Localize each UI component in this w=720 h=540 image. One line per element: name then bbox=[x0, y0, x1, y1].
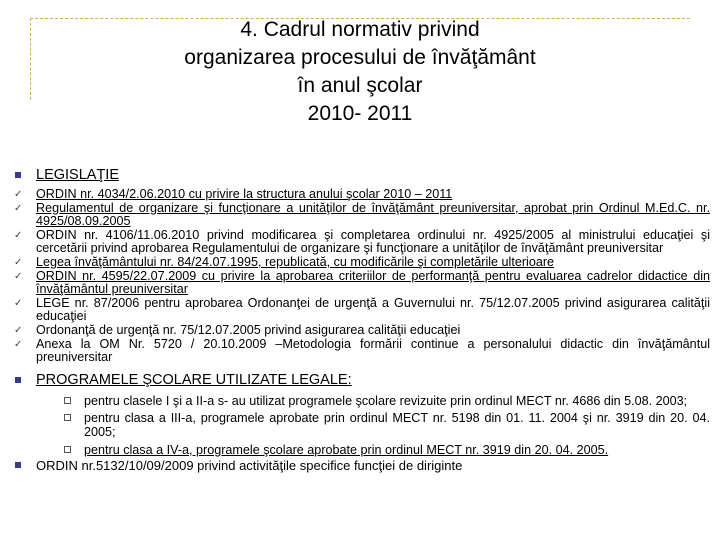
list-item bbox=[14, 256, 710, 270]
legislatie-item-5: ORDIN nr. 4595/22.07.2009 cu privire la aprobarea criteriilor de performanţă pentru evaluarea cadrelor didactice din învăţământul preuniversitar bbox=[36, 268, 710, 297]
square-bullet-icon bbox=[14, 166, 21, 183]
box-bullet-icon bbox=[64, 414, 71, 421]
list-item bbox=[14, 444, 710, 458]
checkmark-icon: ✓ bbox=[14, 270, 23, 282]
box-bullet-icon bbox=[64, 446, 71, 453]
programe-item-3: pentru clasa a IV-a, programele şcolare aprobate prin ordinul MECT nr. 3919 din 20. 04. 2005. bbox=[84, 442, 609, 457]
list-item bbox=[14, 297, 710, 324]
square-bullet-icon bbox=[14, 459, 21, 473]
list-item bbox=[14, 202, 710, 229]
box-bullet-icon bbox=[64, 397, 71, 404]
legislatie-item-2: Regulamentul de organizare şi funcţionare a unităţilor de învăţământ preuniversitar, aprobat prin Ordinul M.Ed.C. nr. 4925/08.09.2005 bbox=[36, 200, 710, 229]
legislatie-item-1: ORDIN nr. 4034/2.06.2010 cu privire la structura anului şcolar 2010 – 2011 bbox=[36, 187, 453, 201]
list-item bbox=[14, 324, 710, 338]
programe-heading-row bbox=[14, 371, 710, 389]
programe-item-2: pentru clasa a III-a, programele aprobate prin ordinul MECT nr. 5198 din 01. 11. 2004 şi nr. 3919 din 20. 04. 2005; bbox=[84, 411, 710, 439]
programe-heading: PROGRAMELE ŞCOLARE UTILIZATE LEGALE: bbox=[36, 371, 352, 388]
legislatie-item-8: Anexa la OM Nr. 5720 / 20.10.2009 –Metodologia formării continue a personalului didactic din învăţământul preuniversitar bbox=[36, 336, 710, 365]
square-bullet-icon bbox=[14, 371, 21, 388]
checkmark-icon: ✓ bbox=[14, 324, 23, 336]
title-frame-left bbox=[30, 18, 31, 100]
title-line-2: organizarea procesului de învăţământ bbox=[184, 46, 536, 69]
slide-content bbox=[14, 164, 710, 473]
list-item bbox=[14, 395, 710, 409]
legislatie-item-7: Ordonanţă de urgenţă nr. 75/12.07.2005 privind asigurarea calităţii educaţiei bbox=[36, 322, 461, 337]
slide-title bbox=[100, 16, 620, 128]
title-line-1: 4. Cadrul normativ privind bbox=[240, 18, 480, 41]
list-item bbox=[14, 338, 710, 365]
checkmark-icon: ✓ bbox=[14, 229, 23, 241]
ordin-final: ORDIN nr.5132/10/09/2009 privind activităţile specifice funcţiei de diriginte bbox=[36, 458, 463, 474]
programe-item-1: pentru clasele I şi a II-a s- au utilizat programele şcolare revizuite prin ordinul MECT nr. 4686 din 5.08. 2003; bbox=[84, 393, 688, 408]
legislatie-item-3: ORDIN nr. 4106/11.06.2010 privind modificarea şi completarea ordinului nr. 4925/2005 al ministrului educaţiei şi cercetării privind aprobarea Regulamentului de organizare şi funcţionare a unităţilor de învăţământ preuniversitar bbox=[36, 227, 710, 256]
legislatie-heading: LEGISLAŢIE bbox=[36, 167, 120, 183]
legislatie-item-6: LEGE nr. 87/2006 pentru aprobarea Ordonanţei de urgenţă a Guvernului nr. 75/12.07.2005 privind asigurarea calităţii educaţiei bbox=[36, 295, 710, 324]
legislatie-item-4: Legea învăţământului nr. 84/24.07.1995, republicată, cu modificările şi completările ulterioare bbox=[36, 254, 555, 269]
checkmark-icon: ✓ bbox=[14, 297, 23, 309]
legislatie-heading-row bbox=[14, 166, 710, 184]
list-item bbox=[14, 270, 710, 297]
list-item bbox=[14, 412, 710, 439]
checkmark-icon: ✓ bbox=[14, 256, 23, 268]
title-line-4: 2010- 2011 bbox=[307, 102, 413, 125]
title-line-3: în anul şcolar bbox=[297, 74, 423, 97]
checkmark-icon: ✓ bbox=[14, 338, 23, 350]
list-item bbox=[14, 188, 710, 202]
checkmark-icon: ✓ bbox=[14, 202, 23, 214]
ordin-final-row bbox=[14, 459, 710, 473]
checkmark-icon: ✓ bbox=[14, 189, 23, 200]
list-item bbox=[14, 229, 710, 256]
